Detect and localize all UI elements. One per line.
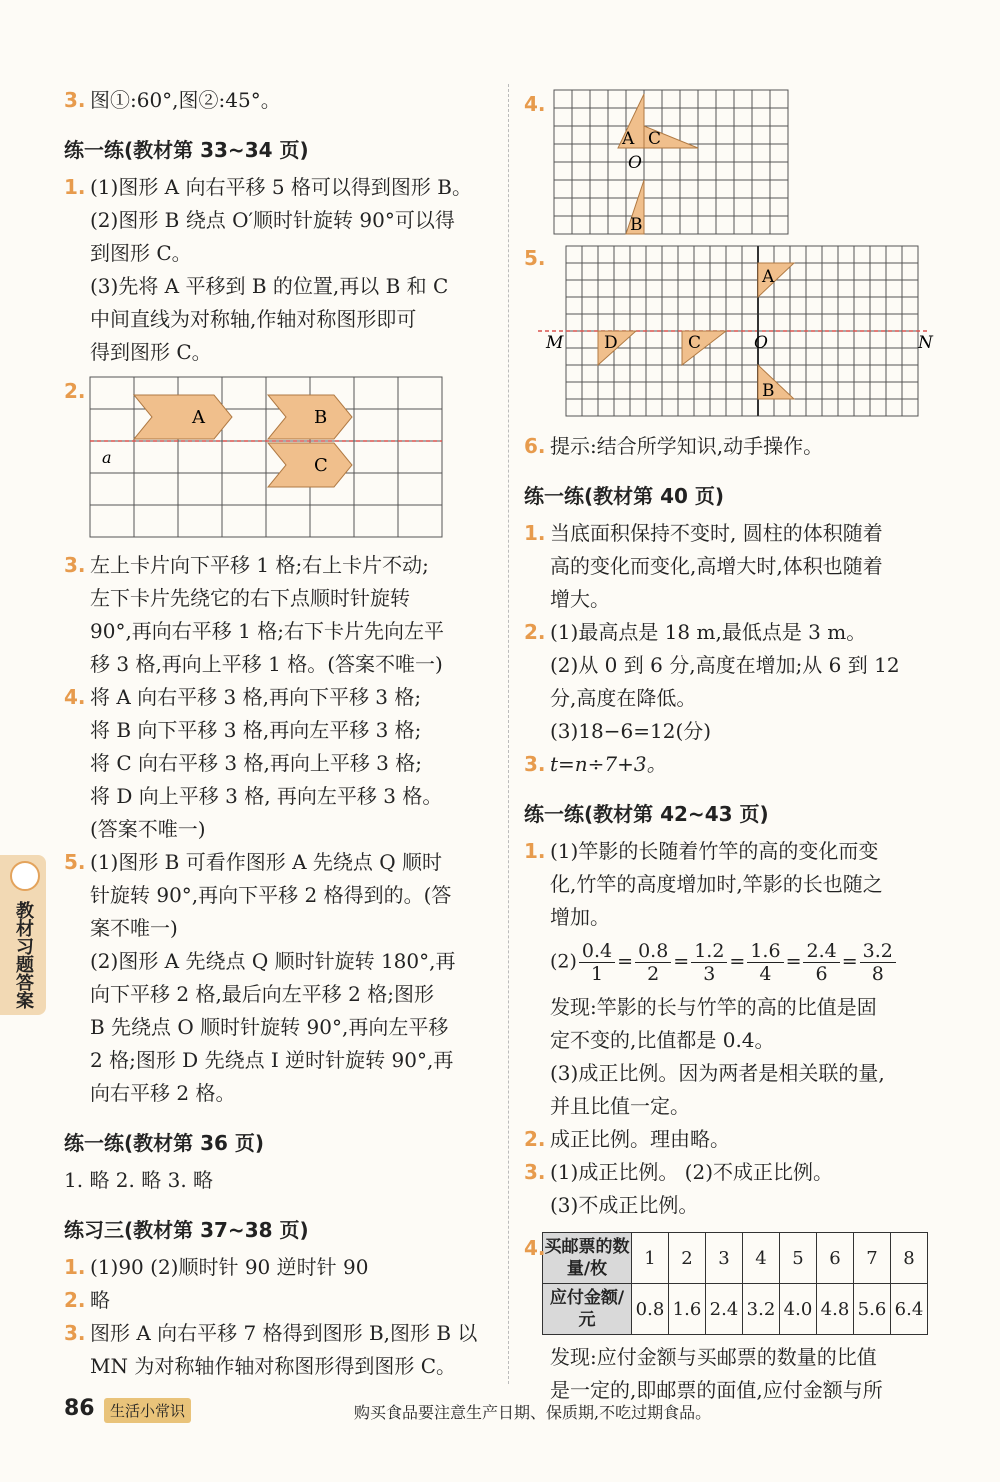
table-cell: 3.2	[743, 1284, 780, 1335]
answer-line: (2)从 0 到 6 分,高度在增加;从 6 到 12	[550, 653, 900, 677]
answer-line: 发现:竿影的长与竹竿的高的比值是固	[550, 995, 877, 1019]
fraction: $\frac{0.8}{2}$	[635, 940, 671, 985]
left-column	[64, 84, 489, 1383]
item-number: 4.	[64, 685, 86, 709]
answer-line: (1)成正比例。 (2)不成正比例。	[550, 1160, 834, 1184]
grid-figure-5	[524, 242, 944, 422]
label-c: C	[648, 129, 662, 149]
item-number: 3.	[64, 1321, 86, 1345]
answer-line: (3)先将 A 平移到 B 的位置,再以 B 和 C	[90, 274, 449, 298]
answer-line: (答案不唯一)	[90, 817, 206, 841]
answer-line: 将 A 向右平移 3 格,再向下平移 3 格;	[90, 685, 422, 709]
table-row	[543, 1284, 928, 1335]
item-number: 6.	[524, 434, 546, 458]
answer-1	[64, 171, 489, 369]
answer-line: 移 3 格,再向上平移 1 格。(答案不唯一)	[90, 652, 443, 676]
ratio-line: (2) $\frac{0.4}{1}$ = $\frac{0.8}{2}$ = $\frac{1.2}{3}$ = $\frac{1.6}{4}$ = $\frac{2.4}{6}$ = $\frac{3.2}{8}$	[524, 940, 944, 985]
answer-line: 分,高度在降低。	[550, 686, 697, 710]
answer-line: (2)图形 B 绕点 O′顺时针旋转 90°可以得	[90, 208, 455, 232]
label-d: D	[604, 333, 618, 353]
fraction: $\frac{1.2}{3}$	[691, 940, 727, 985]
answer-line-sec2: 1. 略 2. 略 3. 略	[64, 1168, 214, 1192]
side-tab-label: 教材习题答案	[13, 901, 34, 1009]
answer-line: 针旋转 90°,再向下平移 2 格得到的。(答	[90, 883, 452, 907]
section-title: 练一练(教材第 40 页)	[524, 484, 725, 508]
section-title: 练一练(教材第 42~43 页)	[524, 802, 769, 826]
item-number: 2.	[64, 1288, 86, 1312]
fraction: $\frac{0.4}{1}$	[579, 940, 615, 985]
answer-3-top	[64, 84, 489, 117]
label-a: A	[762, 267, 775, 287]
answer-2-figure	[64, 375, 489, 541]
answer-line: 并且比值一定。	[550, 1094, 690, 1118]
section-title: 练一练(教材第 33~34 页)	[64, 138, 309, 162]
item-text: 图①:60°,图②:45°。	[90, 88, 281, 112]
answer-line: 向右平移 2 格。	[90, 1081, 236, 1105]
tip-badge: 生活小常识	[104, 1398, 191, 1423]
label-o: O	[628, 153, 642, 173]
footer-note: 购买食品要注意生产日期、保质期,不吃过期食品。	[354, 1403, 712, 1422]
answer-line: (1)竿影的长随着竹竿的高的变化而变	[550, 839, 879, 863]
answer-3	[524, 748, 944, 781]
item-number: 3.	[524, 1160, 546, 1184]
answer-2	[524, 1123, 944, 1156]
answer-line: (2)图形 A 先绕点 Q 顺时针旋转 180°,再	[90, 949, 456, 973]
answer-line: B 先绕点 O 顺时针旋转 90°,再向左平移	[90, 1015, 449, 1039]
table-cell: 1	[632, 1233, 669, 1284]
answer-3	[64, 549, 489, 681]
label-a: A	[622, 129, 635, 149]
table-cell: 6	[817, 1233, 854, 1284]
item-number: 4.	[524, 1236, 546, 1260]
right-column	[524, 84, 944, 1407]
label-a: A	[192, 407, 205, 428]
answer-line: t=n÷7+3。	[550, 752, 667, 776]
answer-line: 向下平移 2 格,最后向左平移 2 格;图形	[90, 982, 434, 1006]
answer-line: 增大。	[550, 587, 610, 611]
table-cell: 8	[891, 1233, 928, 1284]
item-number: 2.	[524, 1127, 546, 1151]
table-cell: 2.4	[706, 1284, 743, 1335]
answer-line: (1)90 (2)顺时针 90 逆时针 90	[90, 1255, 369, 1279]
label-b: B	[762, 381, 775, 401]
fraction: $\frac{2.4}{6}$	[803, 940, 839, 985]
item-number: 1.	[524, 839, 546, 863]
item-number: 5.	[524, 246, 546, 270]
answer-4-figure	[524, 84, 944, 234]
answer-line: 成正比例。理由略。	[550, 1127, 730, 1151]
table-cell: 5	[780, 1233, 817, 1284]
answer-line: 当底面积保持不变时, 圆柱的体积随着	[550, 521, 883, 545]
item-number: 4.	[524, 92, 546, 116]
answer-line: 将 D 向上平移 3 格, 再向左平移 3 格。	[90, 784, 443, 808]
section-title: 练习三(教材第 37~38 页)	[64, 1218, 309, 1242]
answer-line: 案不唯一)	[90, 916, 178, 940]
answer-2	[524, 616, 944, 748]
answer-line: (3)成正比例。因为两者是相关联的量,	[550, 1061, 885, 1085]
item-number: 3.	[64, 553, 86, 577]
item-number: 2.	[64, 379, 86, 403]
item-number: 1.	[524, 521, 546, 545]
table-header: 应付金额/元	[543, 1284, 632, 1335]
answer-line: 将 B 向下平移 3 格,再向左平移 3 格;	[90, 718, 422, 742]
answer-line: 2 格;图形 D 先绕点 I 逆时针旋转 90°,再	[90, 1048, 454, 1072]
side-tab	[0, 855, 46, 1015]
shape-a	[134, 395, 232, 439]
column-divider	[508, 84, 509, 1384]
answer-line: (3)18−6=12(分)	[550, 719, 712, 743]
label-c: C	[314, 455, 328, 476]
answer-2	[64, 1284, 489, 1317]
answer-1	[524, 835, 944, 1123]
table-cell: 4	[743, 1233, 780, 1284]
answer-line: 提示:结合所学知识,动手操作。	[550, 434, 824, 458]
label-o: O	[754, 333, 768, 353]
fraction: $\frac{1.6}{4}$	[747, 940, 783, 985]
label-n: N	[918, 333, 933, 353]
shape-c	[268, 443, 352, 487]
page-number: 86	[64, 1396, 95, 1421]
answer-1	[524, 517, 944, 616]
answer-4	[524, 1232, 944, 1407]
table-cell: 3	[706, 1233, 743, 1284]
table-cell: 4.0	[780, 1284, 817, 1335]
answer-line: (3)不成正比例。	[550, 1193, 699, 1217]
answer-6	[524, 430, 944, 463]
answer-line: 图形 A 向右平移 7 格得到图形 B,图形 B 以	[90, 1321, 478, 1345]
table-cell: 4.8	[817, 1284, 854, 1335]
answer-line: 定不变的,比值都是 0.4。	[550, 1028, 775, 1052]
label-m: M	[546, 333, 564, 353]
label-c: C	[688, 333, 702, 353]
fraction: $\frac{3.2}{8}$	[860, 940, 896, 985]
answer-3	[64, 1317, 489, 1383]
label-b: B	[630, 215, 643, 235]
answer-line: 到图形 C。	[90, 241, 192, 265]
table-cell: 2	[669, 1233, 706, 1284]
grid-figure-4	[552, 88, 822, 238]
answer-5-figure	[524, 242, 944, 422]
answer-line: 左下卡片先绕它的右下点顺时针旋转	[90, 586, 410, 610]
answer-line: 是一定的,即邮票的面值,应付金额与所	[550, 1378, 883, 1402]
answer-line: 中间直线为对称轴,作轴对称图形即可	[90, 307, 417, 331]
answer-line: 增加。	[550, 905, 610, 929]
answer-3	[524, 1156, 944, 1222]
table-cell: 1.6	[669, 1284, 706, 1335]
table-cell: 6.4	[891, 1284, 928, 1335]
page-footer	[64, 1396, 944, 1426]
shape-b	[268, 395, 352, 439]
item-number: 2.	[524, 620, 546, 644]
label-axis-a: a	[102, 448, 112, 467]
table-header: 买邮票的数量/枚	[543, 1233, 632, 1284]
table-cell: 7	[854, 1233, 891, 1284]
answer-4	[64, 681, 489, 846]
stamp-table	[542, 1232, 928, 1335]
label-b: B	[314, 407, 328, 428]
answer-line: MN 为对称轴作轴对称图形得到图形 C。	[90, 1354, 456, 1378]
answer-line: 得到图形 C。	[90, 340, 212, 364]
answer-line: (1)最高点是 18 m,最低点是 3 m。	[550, 620, 867, 644]
table-cell: 0.8	[632, 1284, 669, 1335]
grid-figure-2	[88, 375, 488, 541]
answer-line: (1)图形 A 向右平移 5 格可以得到图形 B。	[90, 175, 472, 199]
answer-5	[64, 846, 489, 1110]
answer-line: 略	[90, 1288, 110, 1312]
item-number: 3.	[524, 752, 546, 776]
item-number: 1.	[64, 1255, 86, 1279]
answer-line: 化,竹竿的高度增加时,竿影的长也随之	[550, 872, 883, 896]
answer-line: 90°,再向右平移 1 格;右下卡片先向左平	[90, 619, 444, 643]
ratio-prefix: (2)	[550, 950, 577, 973]
answer-line: 将 C 向右平移 3 格,再向上平移 3 格;	[90, 751, 422, 775]
answer-line: 高的变化而变化,高增大时,体积也随着	[550, 554, 883, 578]
table-row	[543, 1233, 928, 1284]
bunny-icon	[10, 861, 40, 891]
answer-line: (1)图形 B 可看作图形 A 先绕点 Q 顺时	[90, 850, 443, 874]
item-number: 1.	[64, 175, 86, 199]
answer-line: 发现:应付金额与买邮票的数量的比值	[550, 1345, 877, 1369]
table-cell: 5.6	[854, 1284, 891, 1335]
answer-1	[64, 1251, 489, 1284]
answer-line: 左上卡片向下平移 1 格;右上卡片不动;	[90, 553, 429, 577]
item-number: 5.	[64, 850, 86, 874]
section-title: 练一练(教材第 36 页)	[64, 1131, 265, 1155]
item-number: 3.	[64, 88, 86, 112]
